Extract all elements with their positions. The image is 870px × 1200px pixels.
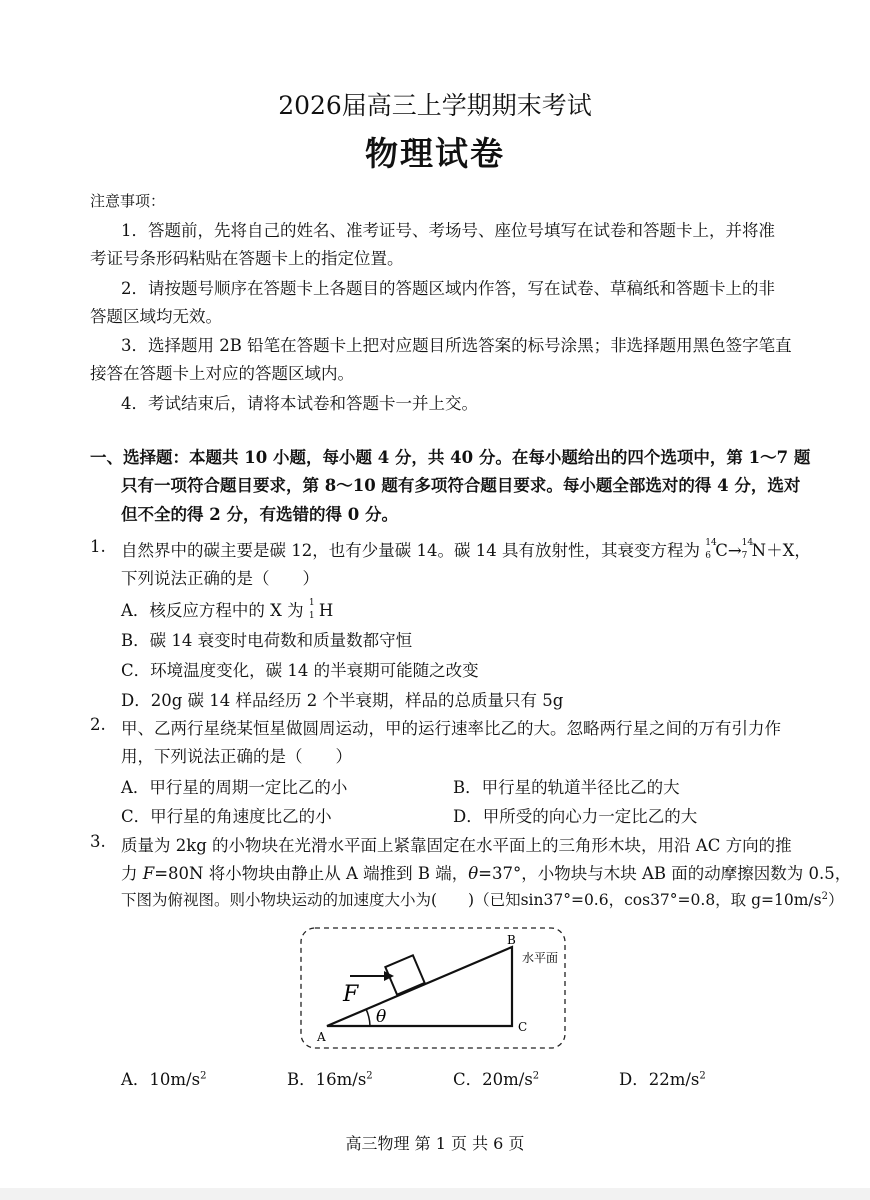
q3-label-b: B <box>507 933 516 947</box>
q1-stem-text: 自然界中的碳主要是碳 12，也有少量碳 14。碳 14 具有放射性，其衰变方程为 <box>121 541 706 560</box>
q3-label-f: F <box>343 982 359 1007</box>
bottom-margin-bar <box>0 1188 870 1200</box>
q2-option-d: D．甲所受的向心力一定比乙的大 <box>453 807 698 826</box>
q3-option-a: A．$10m/s^2$ <box>121 1070 207 1089</box>
section-1-line-3: 但不全的得 2 分，有选错的得 0 分。 <box>121 505 398 524</box>
notes-heading: 注意事项： <box>90 192 166 210</box>
q3-label-plane: 水平面 <box>522 951 559 965</box>
q2-stem-line-1: 甲、乙两行星绕某恒星做圆周运动，甲的运行速率比乙的大。忽略两行星之间的万有引力作 <box>121 719 781 738</box>
q1-arrow: → <box>727 541 742 560</box>
exam-title: 2026届高三上学期期末考试 <box>278 91 592 120</box>
note-2-line-1: 2．请按题号顺序在答题卡上各题目的答题区域内作答，写在试卷、草稿纸和答题卡上的非 <box>121 279 775 298</box>
q2-stem-line-2: 用，下列说法正确的是（ ） <box>121 747 352 766</box>
q1-h-symbol: H <box>318 601 334 620</box>
note-1-line-1: 1．答题前，先将自己的姓名、准考证号、考场号、座位号填写在试卷和答题卡上，并将准 <box>121 221 775 240</box>
q1-option-c: C．环境温度变化，碳 14 的半衰期可能随之改变 <box>121 661 479 680</box>
q3-number: 3. <box>90 832 106 851</box>
q3-force-symbol: F <box>142 864 155 883</box>
q3-stem-line-3: 下图为俯视图。则小物块运动的加速度大小为( )（已知sin37°=0.6，cos37°=0.8，取 $g=10m/s^2$） <box>121 890 844 909</box>
q1-h-nuclide-indices: 1 1 <box>308 597 315 621</box>
q3-label-c: C <box>518 1020 528 1034</box>
q1-n-nuclide-indices: 14 7 <box>741 537 754 561</box>
q3-label-a: A <box>317 1030 326 1044</box>
q3-option-b: B．$16m/s^2$ <box>287 1070 373 1089</box>
q3-stem-line-2: 力 F=80N 将小物块由静止从 A 端推到 B 端，θ=37°，小物块与木块 AB 面的动摩擦因数为 0.5， <box>121 864 852 883</box>
note-3-line-2: 接答在答题卡上对应的答题区域内。 <box>90 364 354 383</box>
note-2-line-2: 答题区域均无效。 <box>90 307 222 326</box>
q1-stem-line-2: 下列说法正确的是（ ） <box>121 569 319 588</box>
q1-c-symbol: C <box>715 541 728 560</box>
q3-stem-line-1: 质量为 2kg 的小物块在光滑水平面上紧靠固定在水平面上的三角形木块，用沿 AC 方向的推 <box>121 836 792 855</box>
q1-number: 1. <box>90 537 106 556</box>
q1-plus-x: ＋X， <box>766 541 811 560</box>
q2-number: 2. <box>90 715 106 734</box>
q3-label-theta: θ <box>376 1007 387 1027</box>
q2-option-a: A．甲行星的周期一定比乙的小 <box>121 778 348 797</box>
q2-option-c: C．甲行星的角速度比乙的小 <box>121 807 332 826</box>
q3-angle-arc <box>366 1009 370 1026</box>
exam-subject: 物理试卷 <box>365 134 505 173</box>
note-4: 4．考试结束后，请将本试卷和答题卡一并上交。 <box>121 394 478 413</box>
q2-option-b: B．甲行星的轨道半径比乙的大 <box>453 778 680 797</box>
section-1-line-1: 一、选择题：本题共 10 小题，每小题 4 分，共 40 分。在每小题给出的四个选项中，第 1～7 题 <box>90 448 811 467</box>
note-3-line-1: 3．选择题用 2B 铅笔在答题卡上把对应题目所选答案的标号涂黑；非选择题用黑色签字笔直 <box>121 336 792 355</box>
q1-option-d: D．20g 碳 14 样品经历 2 个半衰期，样品的总质量只有 5g <box>121 691 564 710</box>
note-1-line-2: 考证号条形码粘贴在答题卡上的指定位置。 <box>90 249 404 268</box>
q3-option-c: C．$20m/s^2$ <box>453 1070 540 1089</box>
q1-option-b: B．碳 14 衰变时电荷数和质量数都守恒 <box>121 631 413 650</box>
q1-n-symbol: N <box>751 541 767 560</box>
q1-c-nuclide-indices: 14 6 <box>705 537 717 561</box>
q3-theta-symbol: θ <box>468 864 479 883</box>
q1-option-a-text: A．核反应方程中的 X 为 <box>121 601 309 620</box>
section-1-line-2: 只有一项符合题目要求，第 8～10 题有多项符合题目要求。每小题全部选对的得 4 分，选对 <box>121 476 801 495</box>
page-footer: 高三物理 第 1 页 共 6 页 <box>345 1134 525 1153</box>
q3-option-d: D．$22m/s^2$ <box>619 1070 706 1089</box>
